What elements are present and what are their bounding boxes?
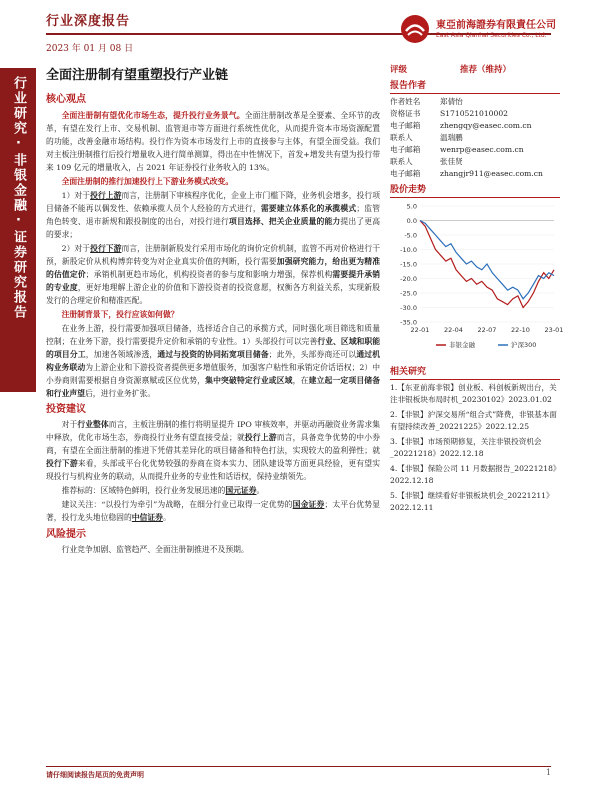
y-tick-label: -10.0 [400, 246, 417, 254]
downstream-term: 投行下游 [90, 244, 122, 253]
paragraph-1 [46, 109, 380, 174]
y-tick-label: -25.0 [400, 289, 417, 298]
risk-heading: 风险提示 [46, 529, 86, 540]
company-name-en: East Asia Qianhai Securities Co., Ltd. [436, 32, 547, 39]
report-date: 2023 年 01 月 08 日 [46, 44, 134, 54]
report-type: 行业深度报告 [46, 14, 131, 29]
analyst-row: 电子邮箱 zhangjr911@easec.com.cn [390, 169, 543, 178]
analyst-row: 电子邮箱 zhengqy@easec.com.cn [390, 121, 532, 130]
analyst-row: 联系人 温瑞鹏 [390, 133, 463, 142]
analysts-list [390, 96, 560, 180]
y-tick-label: -5.0 [404, 231, 417, 240]
report-title: 全面注册制有望重塑投行产业链 [46, 68, 229, 83]
y-tick-label: -35.0 [400, 318, 417, 327]
rating-value: 推荐（维持） [460, 65, 512, 75]
x-tick-label: 22-07 [477, 326, 497, 334]
risk-text: 行业竞争加剧、监管趋严、全面注册制推进不及预期。 [61, 545, 249, 554]
legend-label: 非银金融 [449, 341, 475, 349]
paragraph-7: 建议关注：“以投行为牵引”为战略，在细分行业已取得一定优势的国金证券；太平台优势显著，投行龙头地位稳固的中信证券。 [46, 500, 380, 522]
paragraph-6: 推荐标的：区域特色鲜明，投行业务发展迅速的国元证券。 [61, 486, 265, 495]
legend-label: 沪深300 [511, 341, 537, 349]
core-heading: 核心观点 [46, 94, 86, 105]
paragraph-2: 1）对于投行上游而言，注册制下审核程序优化，企业上市门槛下降，业务机会增多，投行项目储备不能再以偶发性、依赖承揽人员个人经验的方式进行，需要建立体系化的承揽模式；监管角色转变、退市新规和跟投制度的出台，对投行进行项目选择、把关企业质量的能力提出了更高的要求； [46, 191, 381, 239]
related-item[interactable]: 4.【非银】保险公司 11 月数据报告_20221218》2022.12.18 [390, 464, 557, 485]
analysts-heading: 报告作者 [390, 80, 560, 94]
upstream-term: 投行上游 [90, 191, 122, 200]
logo-mark-icon [400, 14, 430, 44]
paragraph-5: 对于行业整体而言，主板注册制的推行将明显提升 IPO 审核效率，并驱动再融资业务需求集中释放，优化市场生态，券商投行业务有望直接受益；就投行上游而言，具备竞争优势的中小券商，有望在全面注册制的推进下凭借其差异化的项目储备和特色打法，实现较大的盈利弹性；就投行下游来看，头部或平台化优势较强的券商在资本实力、团队建设等方面更具经验，更有望实现投行与机构业务的联动，从而提升业务的专业性和话语权，保持业绩领先。 [46, 420, 381, 481]
subheading-1: 全面注册制的推行加速投行上下游业务模式改变。 [61, 177, 234, 186]
company-name-cn: 東亞前海證券有限責任公司 [436, 20, 556, 31]
analyst-row: 作者姓名 郑倩怡 [390, 97, 463, 106]
side-band-text: 行业研究·非银金融·证券研究报告 [11, 76, 26, 320]
x-tick-label: 23-01 [544, 326, 564, 334]
x-tick-label: 22-04 [444, 326, 463, 334]
analyst-row: 资格证书 S1710521010002 [390, 109, 509, 118]
related-heading: 相关研究 [390, 366, 560, 380]
p1-body: 全面注册制改革是全要素、全环节的改革，有望在发行上市、交易机制、监管退市等方面进行系统性优化，从而提升资本市场资源配置的功能，改善金融市场结构。投行作为资本市场发行上市的直接参与主体，有望全面受益。我们对主板注册制推行后投行增量收入进行简单测算，得出在中性情况下，首发+增发共有望为投行带来 109 亿元的增量收入，占 2021 年证券投行业务收入的 13%。 [46, 111, 381, 172]
trend-heading: 股价走势 [390, 184, 560, 198]
main-body [46, 93, 380, 557]
related-item[interactable]: 2.【非银】沪深交易所“组合式”降费，非银基本面有望持续改善_20221225》2022.12.25 [390, 410, 557, 431]
y-tick-label: 5.0 [406, 202, 417, 211]
y-tick-label: -30.0 [400, 304, 417, 312]
subheading-2: 注册制背景下，投行应该如何做？ [61, 310, 179, 319]
analyst-row: 电子邮箱 wenrp@easec.com.cn [390, 145, 524, 154]
recommendation-heading: 投资建议 [46, 404, 86, 415]
analyst-row: 联系人 张佳贤 [390, 157, 463, 166]
related-item[interactable]: 3.【非银】市场预期修复，关注非银投资机会_20221218》2022.12.18 [390, 437, 542, 458]
y-tick-label: 0.0 [406, 217, 417, 225]
rating [390, 64, 560, 76]
rating-label: 评级 [390, 65, 408, 75]
stock-trend-chart [390, 200, 564, 360]
related-item[interactable]: 5.【非银】继续看好非银板块机会_20221211》2022.12.11 [390, 491, 554, 512]
x-tick-label: 22-01 [410, 326, 430, 334]
related-list [390, 382, 560, 514]
page-number: 1 [546, 768, 552, 777]
footer-divider [46, 766, 551, 767]
footer-disclaimer[interactable]: 请仔细阅读报告尾页的免责声明 [46, 770, 144, 779]
company-logo [400, 12, 560, 46]
p1-lead: 全面注册制有望优化市场生态，提升投行业务景气。 [61, 111, 245, 120]
paragraph-3: 2）对于投行下游而言，注册制新股发行采用市场化的询价定价机制，监管不再对价格进行干预，新股定价从机构博弈转变为对企业真实价值的判断，投行需要加强研究能力，给出更为精准的估值定价；承销机制更趋市场化，机构投资者的参与度和影响力增强，保荐机构需要提升承销的专业度，更好地理解上游企业的价值和下游投资者的投资意愿，权衡各方利益关系，实现新股发行的合理定价和精准匹配。 [46, 244, 381, 305]
y-tick-label: -15.0 [400, 260, 417, 269]
paragraph-4: 在业务上游，投行需要加强项目储备，选择适合自己的承揽方式，同时强化项目筛选和质量控制；在业务下游，投行需要提升定价和承销的专业性。1）头部投行可以完善行业、区域和职能的项目分工，加速各领域渗透，通过与投资的协同拓宽项目储备；此外，头部券商还可以通过机构业务联动为上游企业和下游投资者提供更多增值服务，加强客户粘性和承销定价话语权；2）中小券商则需要根据自身资源禀赋或区位优势，集中突破特定行业或区域，在建立起一定项目储备和行业声望后，进行业务扩张。 [46, 324, 381, 398]
related-item[interactable]: 1.【东亚前海非银】创业板、科创板新规出台，关注非银板块布局时机_20230102》2023.01.02 [390, 383, 557, 404]
sidebar-info [390, 64, 564, 517]
x-tick-label: 22-10 [511, 326, 530, 334]
y-tick-label: -20.0 [400, 275, 417, 283]
